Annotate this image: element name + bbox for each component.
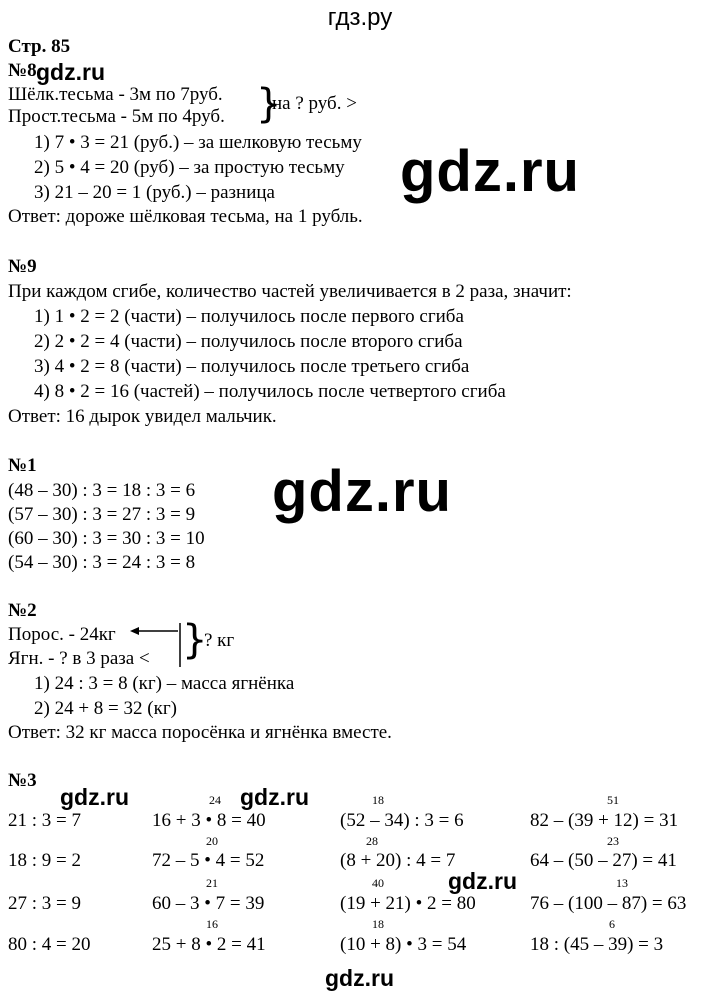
task3-col3-4: (10 + 8) • 3 = 54 xyxy=(340,934,467,955)
task3-col3-sup-4: 18 xyxy=(372,917,384,931)
task1-line-2: (57 – 30) : 3 = 27 : 3 = 9 xyxy=(8,504,196,525)
task3-col2-sup-3: 21 xyxy=(206,876,218,890)
task3-col2-sup-1: 24 xyxy=(209,793,221,807)
task2-given-1: Порос. - 24кг xyxy=(8,624,116,645)
task1-number: №1 xyxy=(8,455,37,476)
task8-question: на ? руб. > xyxy=(272,93,357,114)
watermark: gdz.ru xyxy=(272,459,452,524)
watermark: gdz.ru xyxy=(325,965,394,991)
watermark: gdz.ru xyxy=(400,139,580,204)
task1-line-4: (54 – 30) : 3 = 24 : 3 = 8 xyxy=(8,552,196,573)
task3-col2-sup-4: 16 xyxy=(206,917,218,931)
task3-col3-sup-2: 28 xyxy=(366,834,378,848)
task3-col3-2: (8 + 20) : 4 = 7 xyxy=(340,850,456,871)
watermark: gdz.ru xyxy=(36,59,105,85)
task2-given-2: Ягн. - ? в 3 раза < xyxy=(8,648,150,669)
task2-brace: } xyxy=(182,617,208,663)
task8-answer: Ответ: дороже шёлковая тесьма, на 1 рубль. xyxy=(8,206,363,227)
task3-col4-4: 18 : (45 – 39) = 3 xyxy=(530,934,664,955)
task3-col1-1: 21 : 3 = 7 xyxy=(8,810,81,831)
task3-col3-sup-1: 18 xyxy=(372,793,384,807)
task3-col2-sup-2: 20 xyxy=(206,834,218,848)
task3-col4-sup-3: 13 xyxy=(616,876,628,890)
task3-col1-4: 80 : 4 = 20 xyxy=(8,934,91,955)
task8-step-2: 2) 5 • 4 = 20 (руб) – за простую тесьму xyxy=(34,157,345,178)
task9-step-1: 1) 1 • 2 = 2 (части) – получилось после первого сгиба xyxy=(34,306,464,327)
task8-step-3: 3) 21 – 20 = 1 (руб.) – разница xyxy=(34,182,275,203)
task2-question: ? кг xyxy=(204,630,235,651)
task2-step-2: 2) 24 + 8 = 32 (кг) xyxy=(34,698,177,719)
task3-number: №3 xyxy=(8,770,37,791)
task8-number: №8 xyxy=(8,60,37,81)
task8-step-1: 1) 7 • 3 = 21 (руб.) – за шелковую тесьму xyxy=(34,132,362,153)
task8-brace: } xyxy=(256,81,282,127)
task3-col2-4: 25 + 8 • 2 = 41 xyxy=(152,934,266,955)
task2-step-1: 1) 24 : 3 = 8 (кг) – масса ягнёнка xyxy=(34,673,295,694)
task9-intro: При каждом сгибе, количество частей увеличивается в 2 раза, значит: xyxy=(8,281,572,302)
task3-col4-sup-4: 6 xyxy=(609,917,615,931)
task3-col4-2: 64 – (50 – 27) = 41 xyxy=(530,850,677,871)
task3-col2-1: 16 + 3 • 8 = 40 xyxy=(152,810,266,831)
task9-number: №9 xyxy=(8,256,37,277)
task3-col1-2: 18 : 9 = 2 xyxy=(8,850,81,871)
task2-answer: Ответ: 32 кг масса поросёнка и ягнёнка вместе. xyxy=(8,722,392,743)
task3-col4-3: 76 – (100 – 87) = 63 xyxy=(530,893,687,914)
task3-col3-3: (19 + 21) • 2 = 80 xyxy=(340,893,476,914)
page-number: Стр. 85 xyxy=(8,36,71,57)
task8-given-2: Прост.тесьма - 5м по 4руб. xyxy=(8,106,225,127)
task3-col2-3: 60 – 3 • 7 = 39 xyxy=(152,893,265,914)
task2-number: №2 xyxy=(8,600,37,621)
task9-answer: Ответ: 16 дырок увидел мальчик. xyxy=(8,406,277,427)
task3-col4-sup-2: 23 xyxy=(607,834,619,848)
task9-step-2: 2) 2 • 2 = 4 (части) – получилось после второго сгиба xyxy=(34,331,463,352)
task3-col3-1: (52 – 34) : 3 = 6 xyxy=(340,810,464,831)
task1-line-1: (48 – 30) : 3 = 18 : 3 = 6 xyxy=(8,480,196,501)
watermark: gdz.ru xyxy=(448,868,517,894)
task3-col4-sup-1: 51 xyxy=(607,793,619,807)
task3-col4-1: 82 – (39 + 12) = 31 xyxy=(530,810,679,831)
site-header: гдз.ру xyxy=(327,4,393,31)
task3-col1-3: 27 : 3 = 9 xyxy=(8,893,81,914)
watermark: gdz.ru xyxy=(60,784,129,810)
watermark: gdz.ru xyxy=(240,784,309,810)
task3-col3-sup-3: 40 xyxy=(372,876,384,890)
task8-given-1: Шёлк.тесьма - 3м по 7руб. xyxy=(8,84,223,105)
arrow-left-icon xyxy=(130,625,180,637)
task9-step-3: 3) 4 • 2 = 8 (части) – получилось после третьего сгиба xyxy=(34,356,470,377)
task3-col2-2: 72 – 5 • 4 = 52 xyxy=(152,850,265,871)
task1-line-3: (60 – 30) : 3 = 30 : 3 = 10 xyxy=(8,528,205,549)
task9-step-4: 4) 8 • 2 = 16 (частей) – получилось после четвертого сгиба xyxy=(34,381,506,402)
